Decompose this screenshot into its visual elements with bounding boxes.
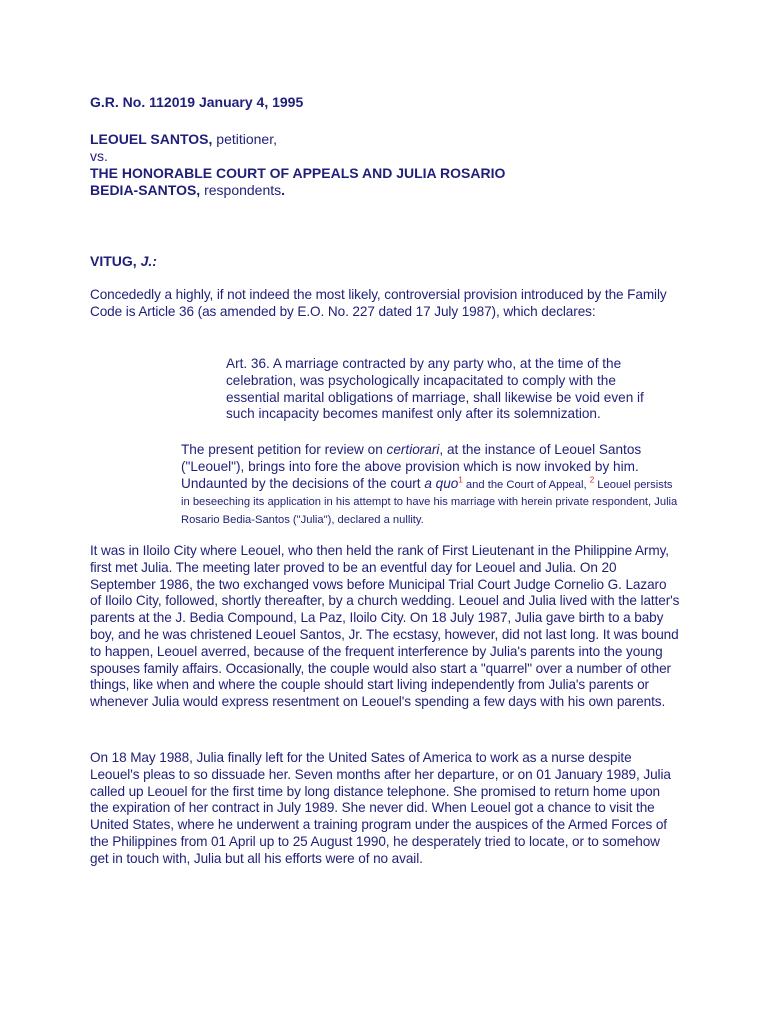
p2-text-c: and the Court of Appeal, — [462, 478, 590, 491]
ponente — [90, 253, 680, 270]
case-number: G.R. No. 112019 January 4, 1995 — [90, 94, 304, 110]
footnote-2-link[interactable]: 2 — [589, 475, 595, 485]
respondent-line-2 — [90, 182, 680, 199]
p2-text-a: The present petition for review on — [181, 442, 387, 457]
respondent-period: . — [281, 182, 286, 198]
petitioner-name: LEOUEL SANTOS, — [90, 131, 213, 147]
paragraph-3: It was in Iloilo City where Leouel, who then held the rank of First Lieutenant in the Philippine Army, first met Julia. The meeting later proved to be an eventful day for Leouel and Julia. On 20 September 1986, the two exchanged vows before Municipal Trial Court Judge Cornelio G. Lazaro of Iloilo City, followed, shortly thereafter, by a church wedding. Leouel and Julia lived with the latter's parents at the J. Bedia Compound, La Paz, Iloilo City. On 18 July 1987, Julia gave birth to a baby boy, and he was christened Leouel Santos, Jr. The ecstasy, however, did not last long. It was bound to happen, Leouel averred, because of the frequent interference by Julia's parents into the young spouses family affairs. Occasionally, the couple would also start a "quarrel" over a number of other things, like when and where the couple should start living independently from Julia's parents or whenever Julia would express resentment on Leouel's spending a few days with his own parents. — [90, 543, 680, 710]
respondent-line-1: THE HONORABLE COURT OF APPEALS AND JULIA ROSARIO — [90, 165, 506, 181]
petitioner-line — [90, 131, 680, 148]
case-parties — [90, 131, 680, 199]
paragraph-4: On 18 May 1988, Julia finally left for the United Sates of America to work as a nurse despite Leouel's pleas to so dissuade her. Seven months after her departure, or on 01 January 1989, Julia called up Leouel for the first time by long distance telephone. She promised to return home upon the expiration of her contract in July 1989. She never did. When Leouel got a chance to visit the United States, where he underwent a training program under the auspices of the Armed Forces of the Philippines from 01 April up to 25 August 1990, he desperately tried to locate, or to somehow get in touch with, Julia but all his efforts were of no avail. — [90, 750, 671, 866]
p2-aquo: a quo — [424, 475, 459, 491]
block-quote-article-36: Art. 36. A marriage contracted by any party who, at the time of the celebration, was psychologically incapacitated to comply with the essential marital obligations of marriage, shall likewise be void even if such incapacity becomes manifest only after its solemnization. — [226, 356, 644, 422]
respondent-role: respondents — [200, 182, 282, 198]
p2-italic: certiorari — [386, 442, 440, 457]
paragraph-1: Concededly a highly, if not indeed the most likely, controversial provision introduced by the Family Code is Article 36 (as amended by E.O. No. 227 dated 17 July 1987), which declares: — [90, 287, 667, 319]
respondent-name-2: BEDIA-SANTOS, — [90, 182, 201, 198]
p2-text-b: , at the instance of Leouel Santos ("Leouel"), brings into fore the above provision which is now invoked by him. Undaunted by the decisions of the court — [181, 442, 642, 491]
footnote-1-link[interactable]: 1 — [458, 475, 463, 485]
judge-title: J.: — [140, 253, 157, 269]
judge-name: VITUG, — [90, 253, 141, 269]
versus-line: vs. — [90, 148, 108, 164]
paragraph-2 — [181, 442, 681, 529]
petitioner-role: petitioner, — [212, 131, 277, 147]
p2-text-d: Leouel persists in beseeching its application in his attempt to have his marriage with herein private respondent, Julia Rosario Bedia-Santos ("Julia"), declared a nullity. — [181, 478, 678, 527]
